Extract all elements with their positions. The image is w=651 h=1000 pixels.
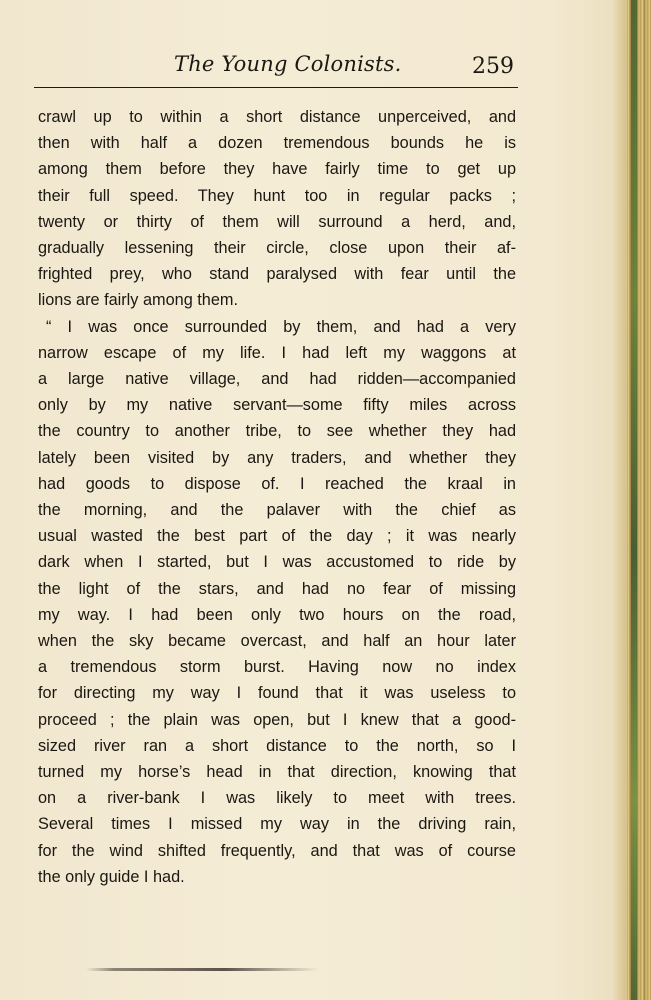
body-text bbox=[38, 104, 516, 890]
text-line: only by my native servant—some fifty miles across bbox=[38, 396, 516, 415]
text-line: the country to another tribe, to see whether they had bbox=[38, 422, 516, 441]
text-line: frighted prey, who stand paralysed with fear until the bbox=[38, 265, 516, 284]
text-line: when the sky became overcast, and half an hour later bbox=[38, 632, 516, 651]
text-line: sized river ran a short distance to the north, so I bbox=[38, 736, 516, 755]
text-line: their full speed. They hunt too in regular packs ; bbox=[38, 186, 516, 205]
footer-smudge-mark bbox=[86, 968, 318, 971]
paragraph bbox=[38, 104, 516, 314]
text-line: “ I was once surrounded by them, and had a very bbox=[46, 317, 516, 336]
text-line: the light of the stars, and had no fear of missing bbox=[38, 579, 516, 598]
text-line: the only guide I had. bbox=[38, 867, 185, 886]
text-line: narrow escape of my life. I had left my waggons at bbox=[38, 343, 516, 362]
text-line: usual wasted the best part of the day ; it was nearly bbox=[38, 527, 516, 546]
text-line: the morning, and the palaver with the chief as bbox=[38, 501, 516, 520]
text-line: had goods to dispose of. I reached the kraal in bbox=[38, 474, 516, 493]
page-number: 259 bbox=[472, 54, 514, 79]
text-line: for directing my way I found that it was useless to bbox=[38, 684, 516, 703]
text-line: lately been visited by any traders, and whether they bbox=[38, 448, 516, 467]
text-line: gradually lessening their circle, close upon their af- bbox=[38, 239, 516, 258]
page-header bbox=[38, 48, 516, 88]
text-line: crawl up to within a short distance unperceived, and bbox=[38, 108, 516, 126]
text-line: proceed ; the plain was open, but I knew that a good- bbox=[38, 710, 516, 729]
text-line: my way. I had been only two hours on the road, bbox=[38, 605, 516, 624]
text-line: among them before they have fairly time to get up bbox=[38, 160, 516, 179]
header-rule bbox=[34, 87, 518, 88]
text-line: turned my horse’s head in that direction, knowing that bbox=[38, 763, 516, 782]
text-line: dark when I started, but I was accustomed to ride by bbox=[38, 553, 516, 572]
text-line: lions are fairly among them. bbox=[38, 291, 238, 310]
text-line: then with half a dozen tremendous bounds he is bbox=[38, 134, 516, 153]
running-title: The Young Colonists. bbox=[174, 52, 402, 76]
paragraph bbox=[38, 314, 516, 890]
text-line: twenty or thirty of them will surround a herd, and, bbox=[38, 212, 516, 231]
page-edge-binding bbox=[627, 0, 651, 1000]
text-line: Several times I missed my way in the driving rain, bbox=[38, 815, 516, 834]
text-line: for the wind shifted frequently, and that was of course bbox=[38, 841, 516, 860]
text-line: a tremendous storm burst. Having now no index bbox=[38, 658, 516, 677]
text-line: a large native village, and had ridden—accompanied bbox=[38, 370, 516, 389]
text-line: on a river-bank I was likely to meet with trees. bbox=[38, 789, 516, 808]
